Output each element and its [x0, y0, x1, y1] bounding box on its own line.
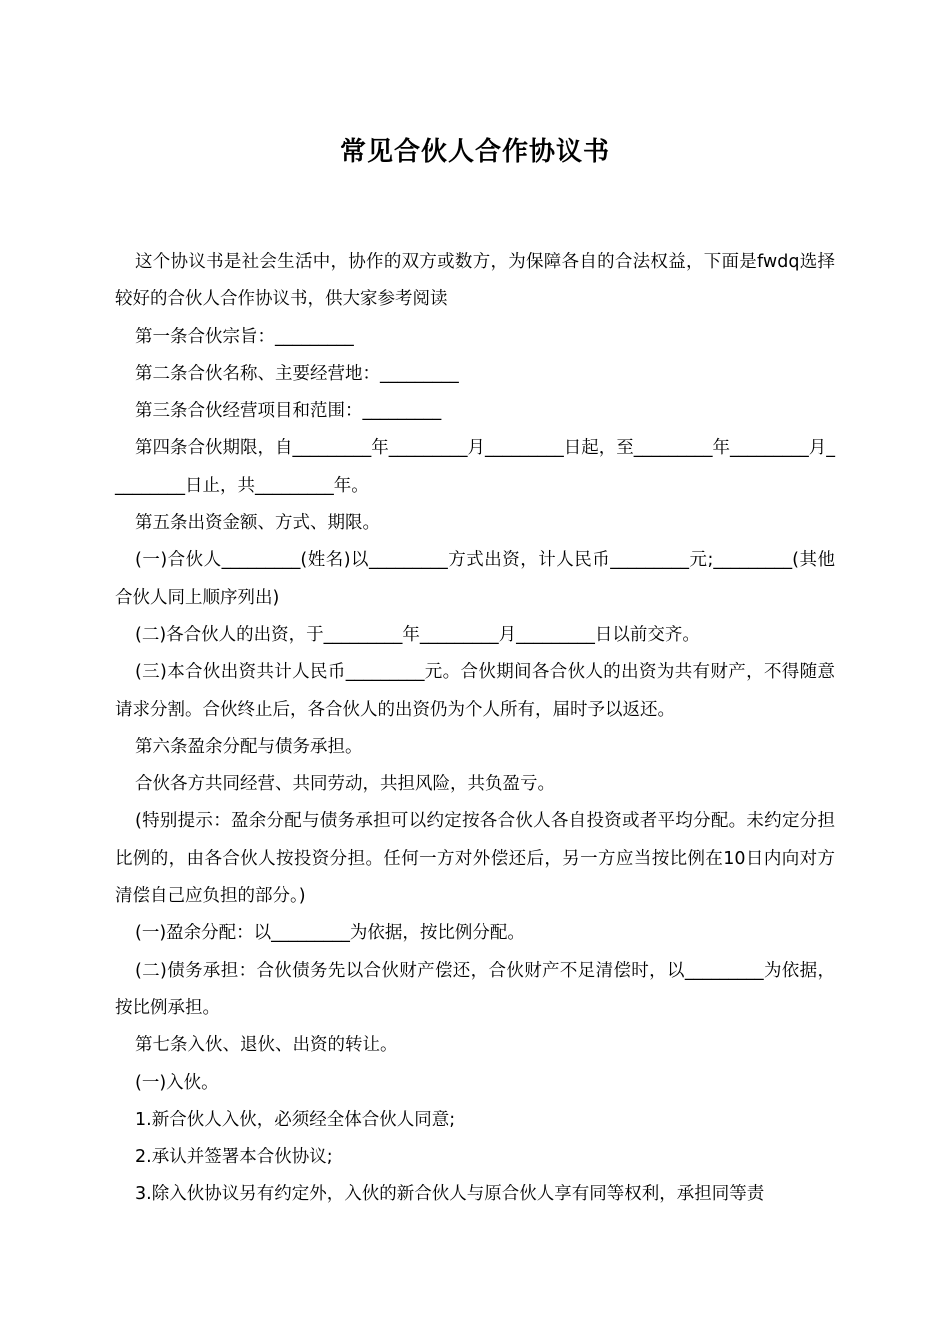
article-7-sub-3: 3.除入伙协议另有约定外，入伙的新合伙人与原合伙人享有同等权利，承担同等责	[135, 1184, 765, 1205]
article-7-heading: 第七条入伙、退伙、出资的转让。	[135, 1035, 398, 1056]
article-2-name-location: 第二条合伙名称、主要经营地：_________	[135, 363, 459, 384]
article-5-item-2: (二)各合伙人的出资，于_________年_________月_________日以前交齐。	[135, 624, 700, 645]
article-7-sub-2: 2.承认并签署本合伙协议;	[135, 1147, 333, 1168]
intro-paragraph: 这个协议书是社会生活中，协作的双方或数方，为保障各自的合法权益，下面是fwdq选择较好的合伙人合作协议书，供大家参考阅读	[115, 252, 835, 310]
document-body	[115, 244, 835, 1214]
article-3-scope: 第三条合伙经营项目和范围：_________	[135, 401, 442, 422]
article-7-item-1: (一)入伙。	[135, 1072, 219, 1093]
document-title: 常见合伙人合作协议书	[339, 137, 610, 167]
article-1-purpose: 第一条合伙宗旨：_________	[135, 326, 354, 347]
article-5-item-1: (一)合伙人_________(姓名)以_________方式出资，计人民币_________元;_________(其他合伙人同上顺序列出)	[115, 550, 835, 608]
article-6-principle: 合伙各方共同经营、共同劳动，共担风险，共负盈亏。	[135, 774, 555, 795]
article-5-heading: 第五条出资金额、方式、期限。	[135, 513, 380, 534]
article-7-sub-1: 1.新合伙人入伙，必须经全体合伙人同意;	[135, 1109, 456, 1130]
article-6-special-note: (特别提示：盈余分配与债务承担可以约定按各合伙人各自投资或者平均分配。未约定分担比例的，由各合伙人按投资分担。任何一方对外偿还后，另一方应当按比例在10日内向对方清偿自己应负担的部分。)	[115, 811, 835, 907]
article-4-term: 第四条合伙期限，自_________年_________月_________日起，至_________年_________月_________日止，共_________年。	[115, 438, 835, 496]
article-6-item-2: (二)债务承担：合伙债务先以合伙财产偿还，合伙财产不足清偿时，以_________为依据，按比例承担。	[115, 960, 835, 1018]
article-6-heading: 第六条盈余分配与债务承担。	[135, 736, 363, 757]
article-5-item-3: (三)本合伙出资共计人民币_________元。合伙期间各合伙人的出资为共有财产，不得随意请求分割。合伙终止后，各合伙人的出资仍为个人所有，届时予以返还。	[115, 662, 835, 720]
article-6-item-1: (一)盈余分配：以_________为依据，按比例分配。	[135, 923, 525, 944]
